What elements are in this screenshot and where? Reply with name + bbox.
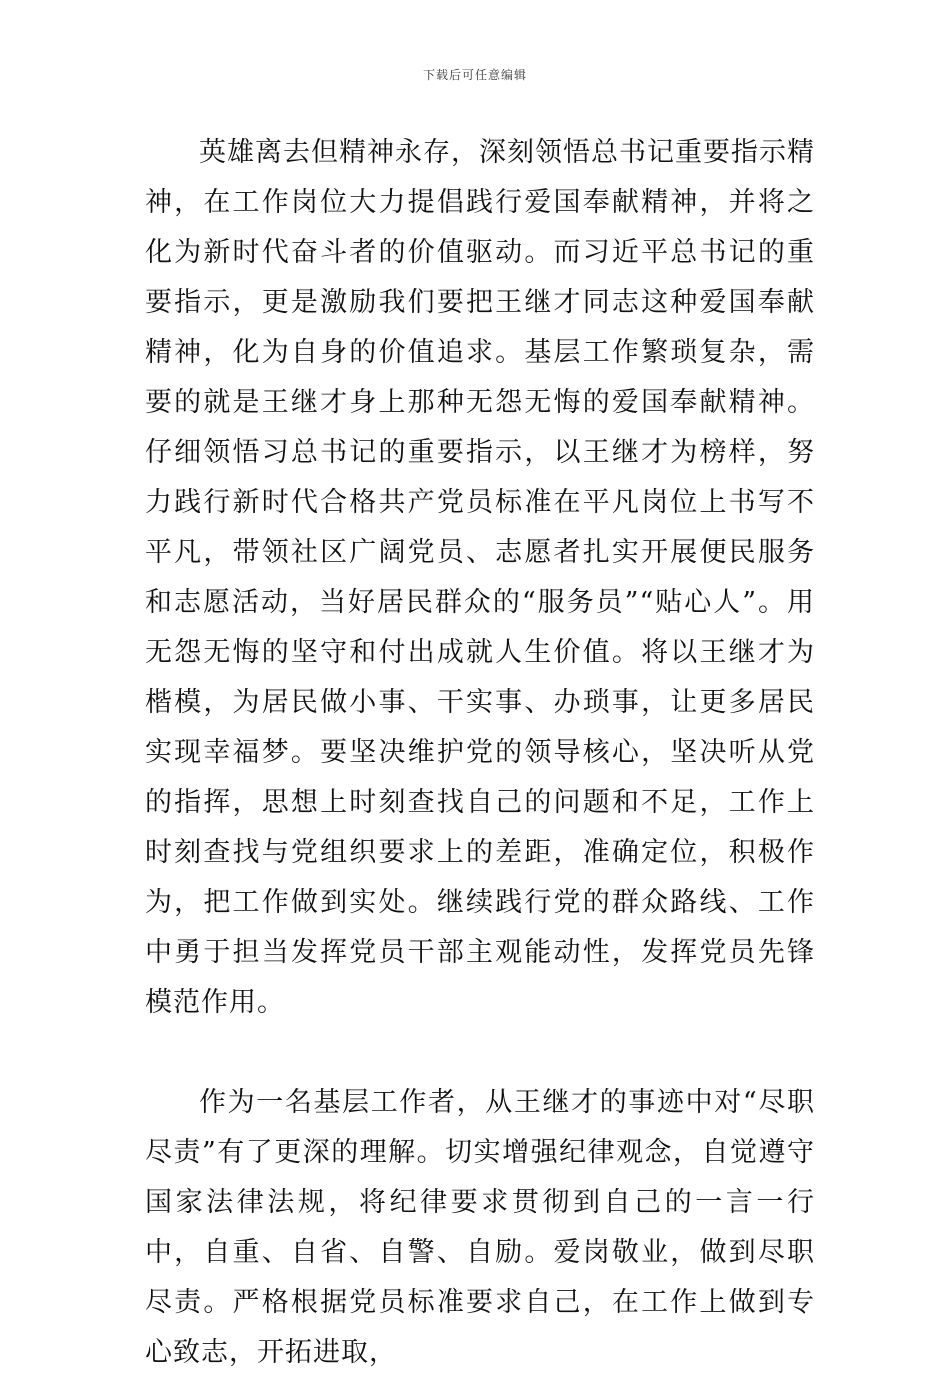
body-paragraph-2: 作为一名基层工作者，从王继才的事迹中对“尽职尽责”有了更深的理解。切实增强纪律观念，自觉遵守国家法律法规，将纪律要求贯彻到自己的一言一行中，自重、自省、自警、自励。爱岗敬业，做到尽职尽责。严格根据党员标准要求自己，在工作上做到专心致志，开拓进取，: [145, 1087, 815, 1368]
document-body: [145, 128, 815, 1378]
page-header-note: 下载后可任意编辑: [422, 68, 527, 82]
body-paragraph-1: 英雄离去但精神永存，深刻领悟总书记重要指示精神，在工作岗位大力提倡践行爱国奉献精神，并将之化为新时代奋斗者的价值驱动。而习近平总书记的重要指示，更是激励我们要把王继才同志这种爱国奉献精神，化为自身的价值追求。基层工作繁琐复杂，需要的就是王继才身上那种无怨无悔的爱国奉献精神。仔细领悟习总书记的重要指示，以王继才为榜样，努力践行新时代合格共产党员标准在平凡岗位上书写不平凡，带领社区广阔党员、志愿者扎实开展便民服务和志愿活动，当好居民群众的“服务员”“贴心人”。用无怨无悔的坚守和付出成就人生价值。将以王继才为楷模，为居民做小事、干实事、办琐事，让更多居民实现幸福梦。要坚决维护党的领导核心，坚决听从党的指挥，思想上时刻查找自己的问题和不足，工作上时刻查找与党组织要求上的差距，准确定位，积极作为，把工作做到实处。继续践行党的群众路线、工作中勇于担当发挥党员干部主观能动性，发挥党员先锋模范作用。: [145, 137, 815, 1018]
